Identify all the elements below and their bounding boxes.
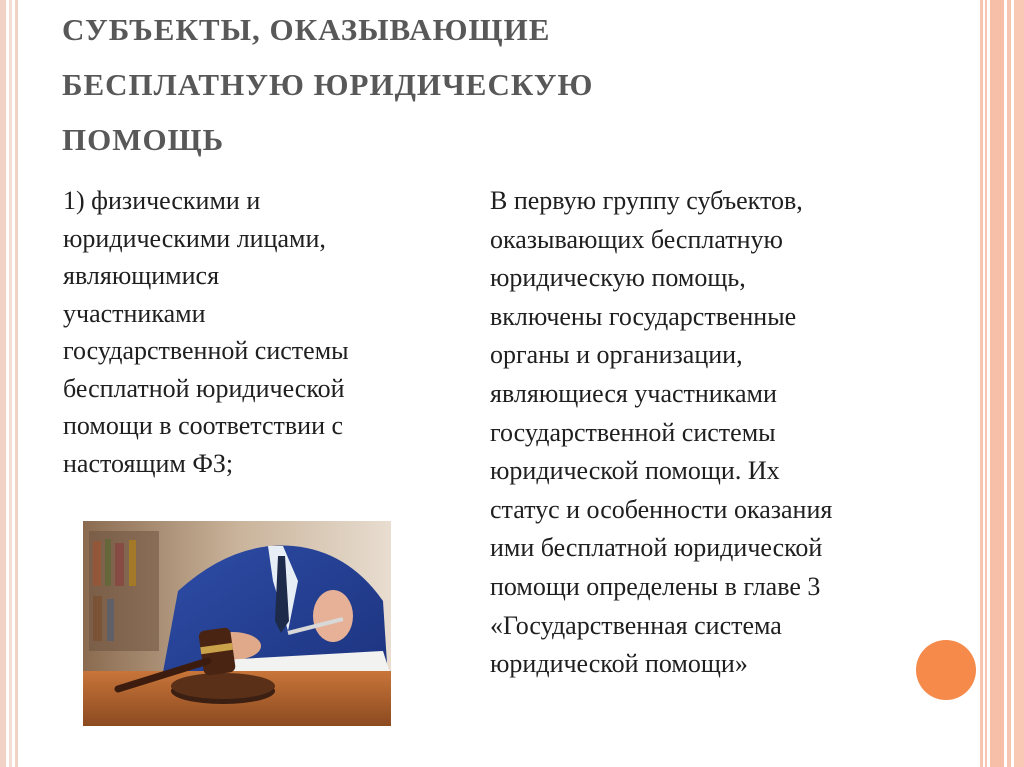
judge-gavel-photo — [83, 521, 391, 726]
left-decor-bar — [9, 0, 12, 767]
text-line: юридическую помощь, — [490, 263, 746, 293]
right-text-column — [490, 182, 970, 684]
left-decor-bar — [0, 0, 6, 767]
text-line: бесплатной юридической — [63, 373, 345, 403]
left-text-column — [63, 182, 463, 482]
title-line: ПОМОЩЬ — [62, 122, 225, 157]
text-line: являющиеся участниками — [490, 378, 777, 408]
title-line: СУБЪЕКТЫ, ОКАЗЫВАЮЩИЕ — [62, 12, 551, 47]
left-decor-bar — [15, 0, 18, 767]
slide-title — [62, 2, 922, 167]
text-line: органы и организации, — [490, 340, 743, 370]
text-line: «Государственная система — [490, 610, 782, 640]
text-line: юридической помощи. Их — [490, 456, 780, 486]
text-line: настоящим ФЗ; — [63, 448, 234, 478]
text-line: оказывающих бесплатную — [490, 224, 783, 254]
right-decor-stripes — [980, 0, 1024, 767]
text-line: статус и особенности оказания — [490, 494, 833, 524]
text-line: государственной системы — [490, 417, 776, 447]
text-line: участниками — [63, 298, 206, 328]
text-line: юридическими лицами, — [63, 223, 326, 253]
text-line: государственной системы — [63, 336, 349, 365]
text-line: помощи в соответствии с — [63, 411, 344, 440]
text-line: включены государственные — [490, 301, 797, 331]
title-line: БЕСПЛАТНУЮ ЮРИДИЧЕСКУЮ — [62, 67, 594, 102]
text-line: ими бесплатной юридической — [490, 533, 823, 563]
text-line: являющимися — [63, 261, 220, 290]
text-line: 1) физическими и — [63, 186, 261, 215]
decor-orange-circle — [916, 640, 976, 700]
text-line: юридической помощи» — [490, 649, 748, 679]
text-line: В первую группу субъектов, — [490, 186, 803, 215]
text-line: помощи определены в главе 3 — [490, 571, 821, 601]
